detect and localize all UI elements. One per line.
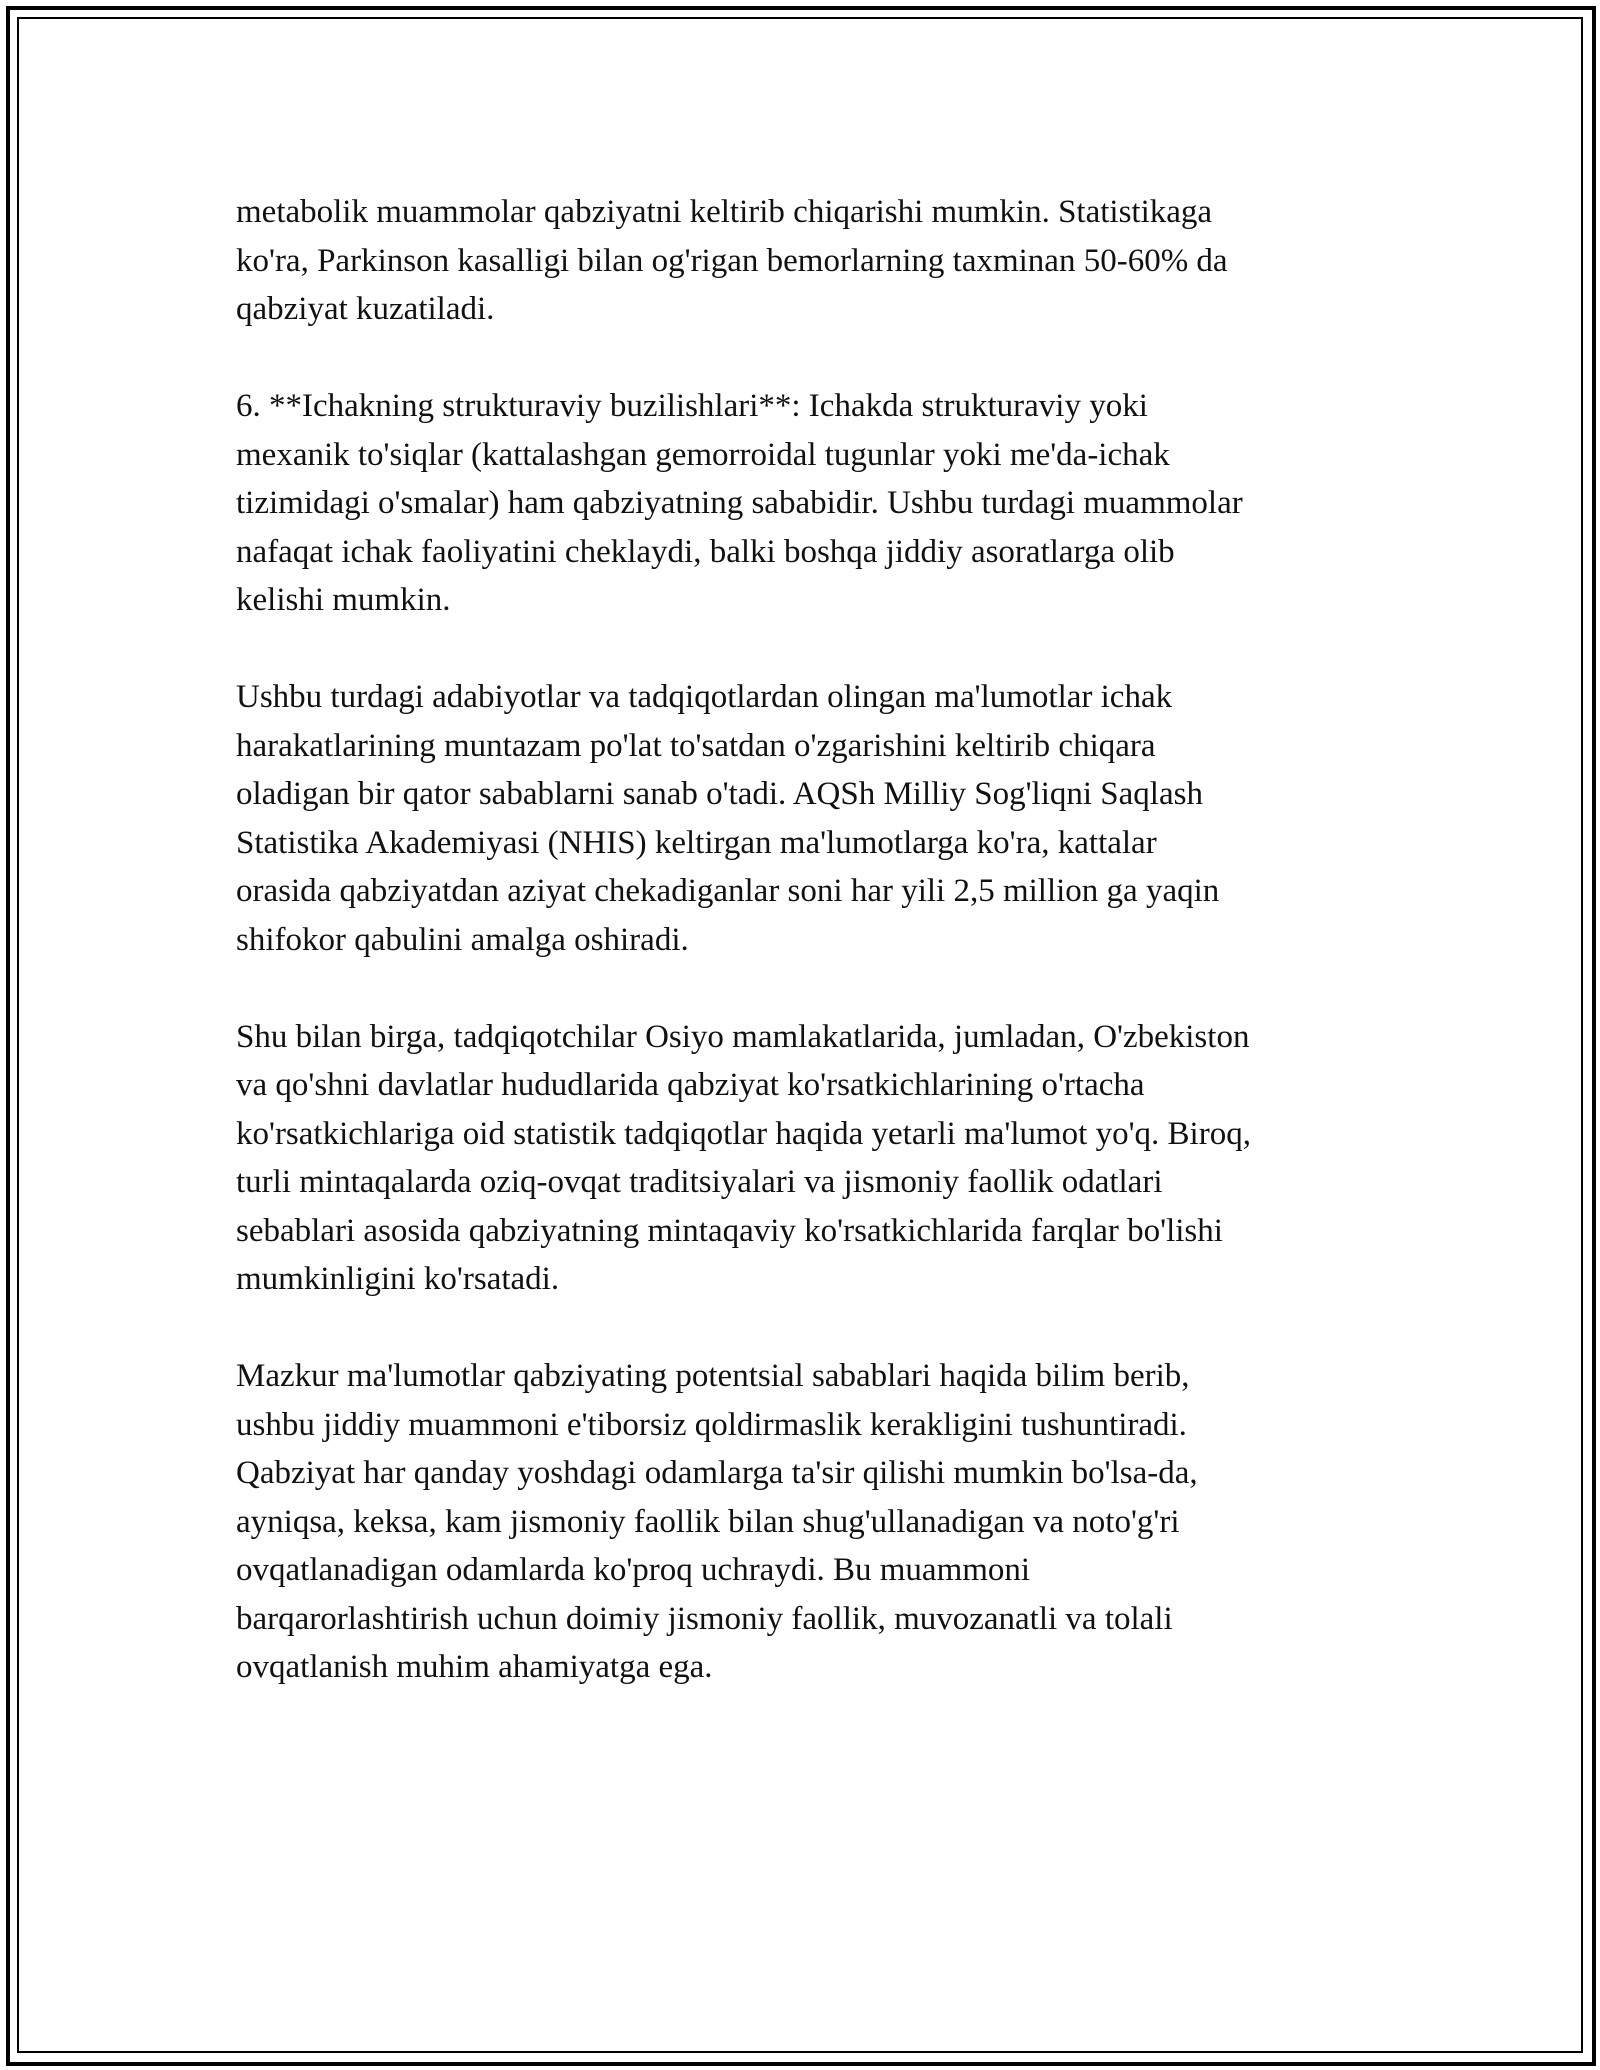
text-line: Qabziyat har qanday yoshdagi odamlarga ta'sir qilishi mumkin bo'lsa-da, — [236, 1455, 1198, 1491]
text-line: nafaqat ichak faoliyatini cheklaydi, balki boshqa jiddiy asoratlarga olib — [236, 533, 1175, 570]
text-line: shifokor qabulini amalga oshiradi. — [236, 921, 689, 958]
text-line: ayniqsa, keksa, kam jismoniy faollik bilan shug'ullanadigan va noto'g'ri — [236, 1503, 1180, 1540]
text-line: ko'ra, Parkinson kasalligi bilan og'rigan bemorlarning taxminan 50-60% da — [236, 242, 1228, 279]
paragraph-regional-research — [236, 1013, 1366, 1304]
text-line: Ushbu turdagi adabiyotlar va tadqiqotlardan olingan ma'lumotlar ichak — [236, 679, 1173, 715]
paragraph-structural-disorders — [236, 382, 1366, 625]
text-line: mexanik to'siqlar (kattalashgan gemorroidal tugunlar yoki me'da-ichak — [236, 436, 1170, 473]
text-line: orasida qabziyatdan aziyat chekadiganlar soni har yili 2,5 million ga yaqin — [236, 873, 1220, 909]
text-line: turli mintaqalarda oziq-ovqat traditsiyalari va jismoniy faollik odatlari — [236, 1164, 1163, 1200]
paragraph-metabolic-causes — [236, 188, 1366, 334]
text-line: harakatlarining muntazam po'lat to'satdan o'zgarishini keltirib chiqara — [236, 727, 1156, 764]
text-line: Mazkur ma'lumotlar qabziyating potentsial sabablari haqida bilim berib, — [236, 1358, 1190, 1394]
text-line: barqarorlashtirish uchun doimiy jismoniy faollik, muvozanatli va tolali — [236, 1600, 1173, 1637]
text-line: ovqatlanish muhim ahamiyatga ega. — [236, 1649, 713, 1685]
text-line: kelishi mumkin. — [236, 582, 451, 618]
document-body — [236, 188, 1366, 1692]
paragraph-conclusion — [236, 1352, 1366, 1692]
text-line: ovqatlanadigan odamlarda ko'proq uchraydi. Bu muammoni — [236, 1552, 1031, 1588]
text-line: Shu bilan birga, tadqiqotchilar Osiyo mamlakatlarida, jumladan, O'zbekiston — [236, 1018, 1250, 1055]
text-line: 6. **Ichakning strukturaviy buzilishlari**: Ichakda strukturaviy yoki — [236, 388, 1148, 424]
text-line: Statistika Akademiyasi (NHIS) keltirgan ma'lumotlarga ko'ra, kattalar — [236, 824, 1157, 861]
text-line: qabziyat kuzatiladi. — [236, 291, 495, 327]
text-line: sebablari asosida qabziyatning mintaqaviy ko'rsatkichlarida farqlar bo'lishi — [236, 1212, 1223, 1249]
text-line: va qo'shni davlatlar hududlarida qabziyat ko'rsatkichlarining o'rtacha — [236, 1067, 1145, 1103]
text-line: tizimidagi o'smalar) ham qabziyatning sababidir. Ushbu turdagi muammolar — [236, 485, 1243, 521]
text-line: ushbu jiddiy muammoni e'tiborsiz qoldirmaslik kerakligini tushuntiradi. — [236, 1406, 1187, 1443]
text-line: metabolik muammolar qabziyatni keltirib chiqarishi mumkin. Statistikaga — [236, 194, 1213, 230]
paragraph-literature-statistics — [236, 673, 1366, 964]
text-line: ko'rsatkichlariga oid statistik tadqiqotlar haqida yetarli ma'lumot yo'q. Biroq, — [236, 1115, 1251, 1152]
text-line: mumkinligini ko'rsatadi. — [236, 1261, 560, 1297]
text-line: oladigan bir qator sabablarni sanab o'tadi. AQSh Milliy Sog'liqni Saqlash — [236, 776, 1203, 812]
